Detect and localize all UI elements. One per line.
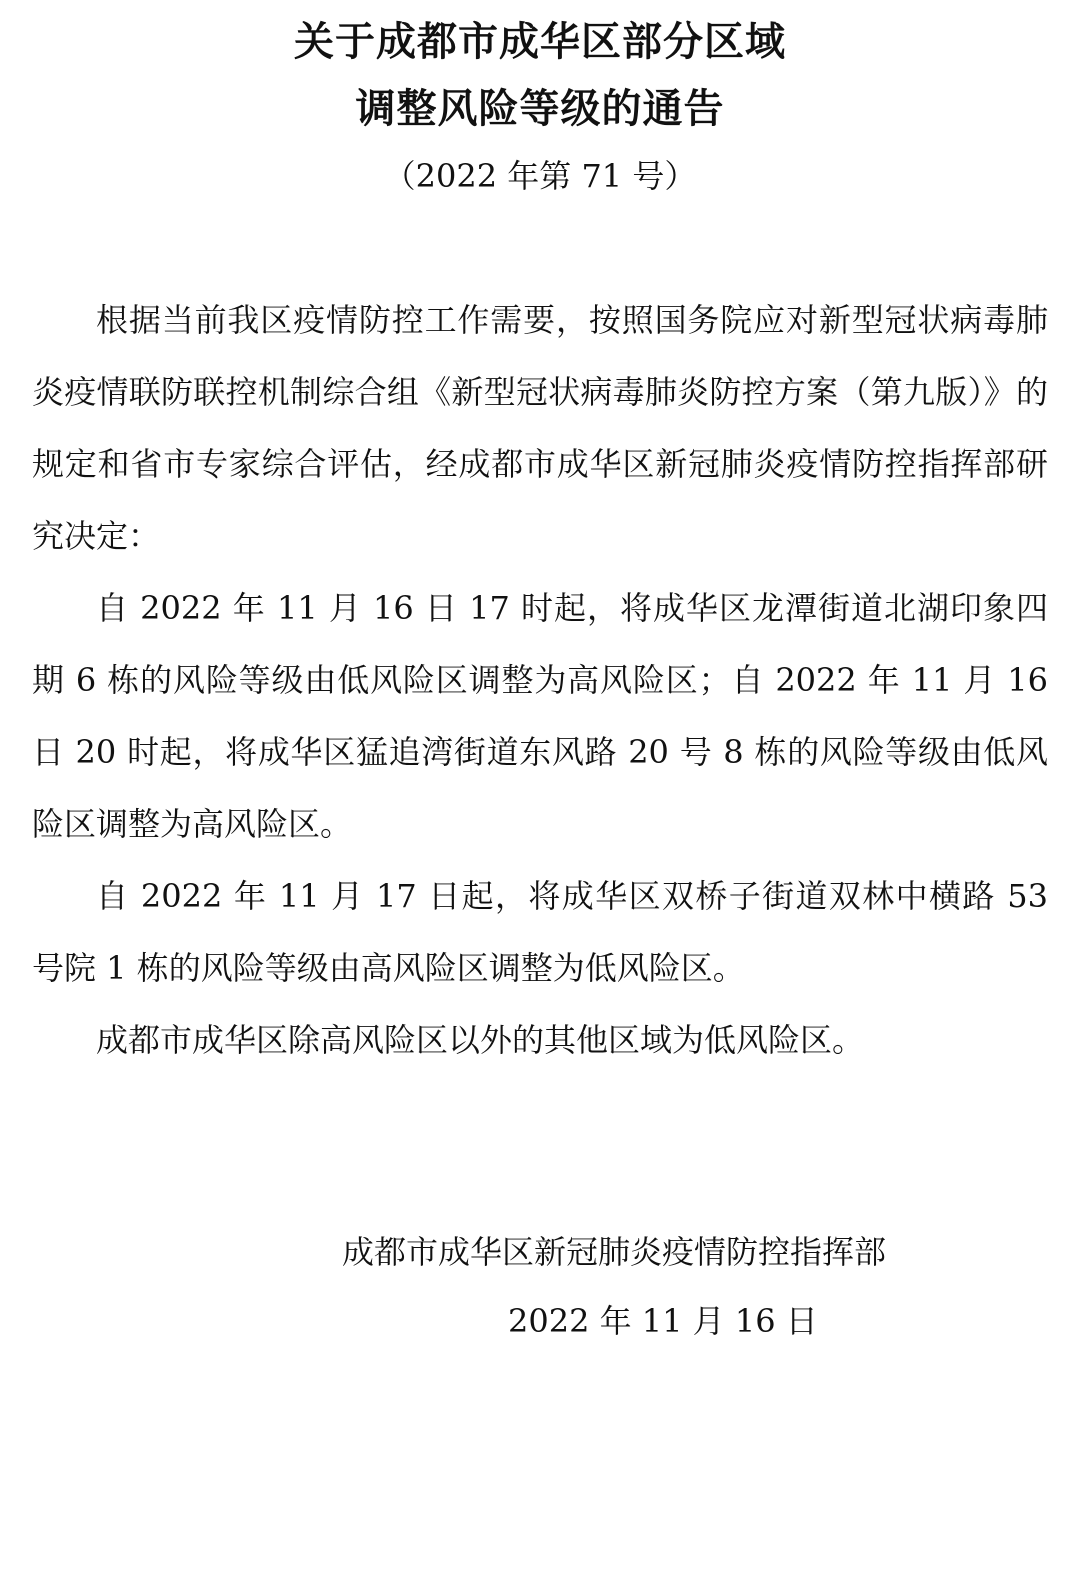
paragraph-downgrade-low-risk: 自 2022 年 11 月 17 日起，将成华区双桥子街道双林中横路 53 号院 1 栋的风险等级由高风险区调整为低风险区。 bbox=[32, 877, 1048, 987]
paragraph-other-areas: 成都市成华区除高风险区以外的其他区域为低风险区。 bbox=[96, 1021, 865, 1059]
signature-date-text: 2022 年 11 月 16 日 bbox=[508, 1302, 818, 1340]
signature-organization-text: 成都市成华区新冠肺炎疫情防控指挥部 bbox=[342, 1233, 887, 1271]
notice-title-line-1: 关于成都市成华区部分区域 bbox=[294, 19, 786, 65]
notice-body bbox=[32, 284, 1048, 1076]
notice-title-line-2: 调整风险等级的通告 bbox=[355, 86, 725, 132]
paragraph-upgrade-high-risk: 自 2022 年 11 月 16 日 17 时起，将成华区龙潭街道北湖印象四期 6 栋的风险等级由低风险区调整为高风险区；自 2022 年 11 月 16 日 20 时起，将成华区猛追湾街道东风路 20 号 8 栋的风险等级由低风险区调整为高风险区。 bbox=[32, 589, 1048, 843]
paragraph-basis: 根据当前我区疫情防控工作需要，按照国务院应对新型冠状病毒肺炎疫情联防联控机制综合组《新型冠状病毒肺炎防控方案（第九版）》的规定和省市专家综合评估，经成都市成华区新冠肺炎疫情防控指挥部研究决定： bbox=[32, 301, 1048, 555]
document-number: （2022 年第 71 号） bbox=[383, 157, 697, 195]
